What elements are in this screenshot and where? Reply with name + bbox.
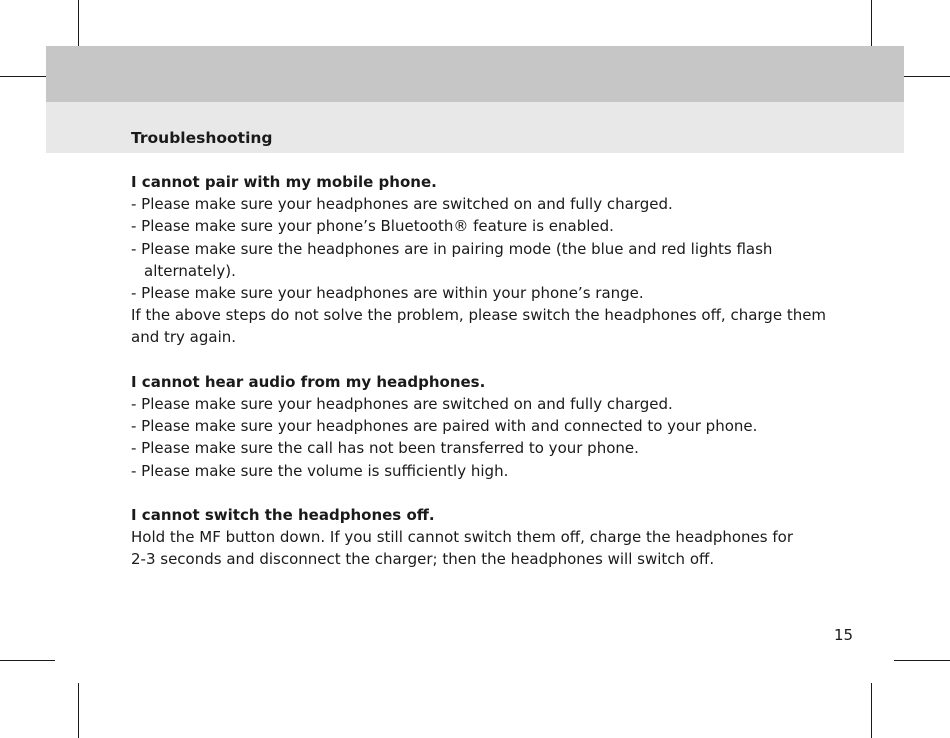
section-note: If the above steps do not solve the problem, please switch the headphones off, charge them and try again. (131, 306, 827, 347)
list-item: - Please make sure your headphones are switched on and fully charged. (131, 195, 673, 214)
list-item: - Please make sure your headphones are paired with and connected to your phone. (131, 417, 758, 436)
spacer (131, 482, 831, 504)
bullet-list (131, 393, 831, 482)
crop-mark (78, 683, 79, 738)
crop-mark (894, 660, 950, 661)
page-number: 15 (834, 626, 854, 644)
troubleshooting-content (131, 171, 831, 571)
bullet-list (131, 193, 831, 304)
section-heading: I cannot switch the headphones off. (131, 506, 435, 525)
spacer (131, 349, 831, 371)
list-item: - Please make sure your headphones are switched on and fully charged. (131, 395, 673, 414)
page-title: Troubleshooting (131, 129, 273, 147)
paragraph-line: 2-3 seconds and disconnect the charger; then the headphones will switch off. (131, 550, 715, 569)
list-item: - Please make sure your headphones are within your phone’s range. (131, 284, 644, 303)
crop-mark (871, 683, 872, 738)
paragraph-line: Hold the MF button down. If you still cannot switch them off, charge the headphones for (131, 528, 793, 547)
section-heading: I cannot hear audio from my headphones. (131, 372, 486, 391)
list-item: - Please make sure the headphones are in pairing mode (the blue and red lights flash alternately). (131, 239, 773, 280)
crop-mark (0, 660, 55, 661)
list-item: - Please make sure your phone’s Bluetooth® feature is enabled. (131, 217, 614, 236)
section-heading: I cannot pair with my mobile phone. (131, 173, 437, 191)
header-band-dark (46, 46, 904, 102)
list-item: - Please make sure the call has not been transferred to your phone. (131, 439, 639, 458)
list-item: - Please make sure the volume is sufficiently high. (131, 461, 509, 480)
